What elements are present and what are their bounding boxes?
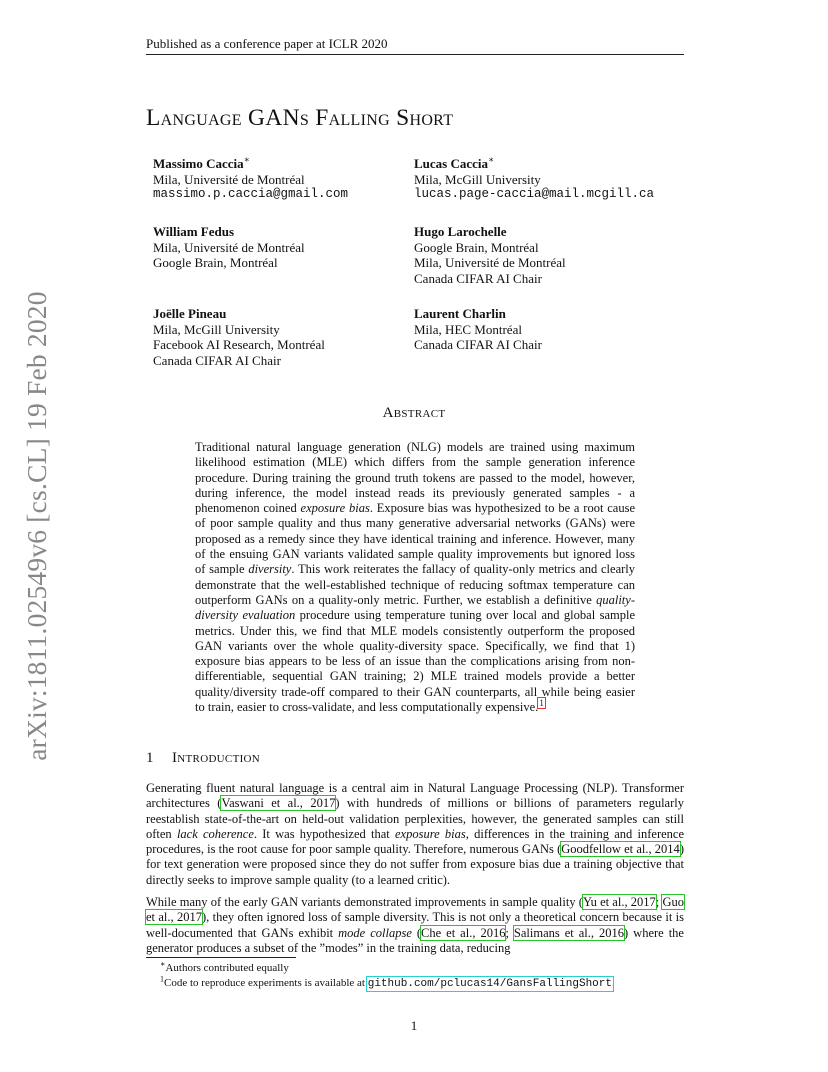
arxiv-stamp [22,290,52,760]
author-block [153,224,305,271]
running-header: Published as a conference paper at ICLR 2020 [146,36,684,55]
author-name: William Fedus [153,224,235,239]
arxiv-id: arXiv:1811.02549v6 [cs.CL] 19 Feb 2020 [21,291,52,761]
author-email[interactable]: lucas.page-caccia@mail.mcgill.ca [414,187,655,201]
author-affiliation: Google Brain, Montréal [153,255,278,270]
intro-paragraph: While many of the early GAN variants demonstrated improvements in sample quality (Yu et al., 2017; Guo et al., 2017), they often ignored loss of sample diversity. This is not only a theoretical concern because it is well-documented that GANs exhibit mode collapse (Che et al., 2016; Salimans et al., 2016) where the generator produces a subset of the ”modes” in the training data, reducing [146,895,684,955]
section-heading [146,750,260,767]
author-affiliation: Mila, HEC Montréal [414,321,522,337]
abstract-heading: Abstract [382,405,446,421]
footnote: ∗Authors contributed equally [160,959,289,974]
author-name: Massimo Caccia [153,156,244,171]
author-block [414,156,654,203]
author-affiliation: Mila, Université de Montréal [153,171,305,187]
author-affiliation: Canada CIFAR AI Chair [414,337,542,352]
author-mark: ∗ [243,154,250,165]
author-affiliation: Canada CIFAR AI Chair [153,352,281,368]
citation-link[interactable]: Che et al., 2016 [421,925,506,940]
code-url-link[interactable]: github.com/pclucas14/GansFallingShort [367,978,612,990]
author-name: Laurent Charlin [414,306,506,321]
citation-link[interactable]: Yu et al., 2017 [582,895,656,909]
citation-link[interactable]: Guo et al., 2017 [146,895,684,925]
author-affiliation: Google Brain, Montréal [414,239,539,255]
footnote-ref[interactable]: 1 [539,697,544,708]
author-affiliation: Mila, Université de Montréal [414,255,566,270]
author-affiliation: Facebook AI Research, Montréal [153,337,325,352]
author-email[interactable]: massimo.p.caccia@gmail.com [153,187,349,201]
author-block [414,306,542,353]
author-affiliation: Canada CIFAR AI Chair [414,270,542,286]
author-name: Joëlle Pineau [153,306,227,321]
section-number: 1 [146,750,154,766]
page-number: 1 [410,1018,418,1033]
section-title: Introduction [172,750,261,766]
author-block [153,306,325,368]
author-affiliation: Mila, McGill University [153,321,280,337]
author-affiliation: Mila, Université de Montréal [153,239,305,255]
abstract-text: Traditional natural language generation (NLG) models are trained using maximum likelihood estimation (MLE) which differs from the sample generation inference procedure. During training the ground truth tokens are passed to the model, however, during inference, the model instead reads its previously generated samples - a phenomenon coined exposure bias. Exposure bias was hypothesized to be a root cause of poor sample quality and thus many generative adversarial networks (GANs) were proposed as a remedy since they have identical training and inference. However, many of the ensuing GAN variants validated sample quality improvements but ignored loss of sample diversity. This work reiterates the fallacy of quality-only metrics and clearly demonstrate that the well-established technique of reducing softmax temperature can outperform GANs on a quality-only metric. Further, we establish a definitive quality-diversity evaluation procedure using temperature tuning over local and global sample metrics. Under this, we find that MLE models consistently outperform the proposed GAN variants over the whole quality-diversity space. Specifically, we find that 1) exposure bias appears to be less of an issue than the complications arising from non-differentiable, sequential GAN training; 2) MLE trained models provide a better quality/diversity trade-off compared to their GAN counterparts, all while being easier to train, easier to cross-validate, and less computationally expensive.$^1$ [195,440,636,715]
author-block [153,156,348,203]
intro-paragraph: Generating fluent natural language is a central aim in Natural Language Processing (NLP). Transformer architectures (Vaswani et al., 2017) with hundreds of millions or billions of parameters regularly reestablish state-of-the-art on held-out validation perplexities, however, the generated samples can still often lack coherence. It was hypothesized that exposure bias, differences in the training and inference procedures, is the root cause for poor sample quality. Therefore, numerous GANs (Goodfellow et al., 2014) for text generation were proposed since they do not suffer from exposure bias due a training objective that directly seeks to improve sample quality (to a learned critic). [146,781,684,887]
author-affiliation: Mila, McGill University [414,171,541,187]
author-name: Hugo Larochelle [414,224,507,239]
citation-link[interactable]: Vaswani et al., 2017 [221,796,336,811]
footnote-rule [146,957,296,958]
author-mark: ∗ [488,154,495,165]
author-name: Lucas Caccia [414,156,489,171]
citation-link[interactable]: Goodfellow et al., 2014 [561,842,680,857]
paper-title: Language GANs Falling Short [146,105,454,131]
citation-link[interactable]: Salimans et al., 2016 [513,925,625,940]
footnote: $^1$Code to reproduce experiments is available at github.com/pclucas14/GansFallingShort. [160,974,615,990]
author-block [414,224,566,286]
